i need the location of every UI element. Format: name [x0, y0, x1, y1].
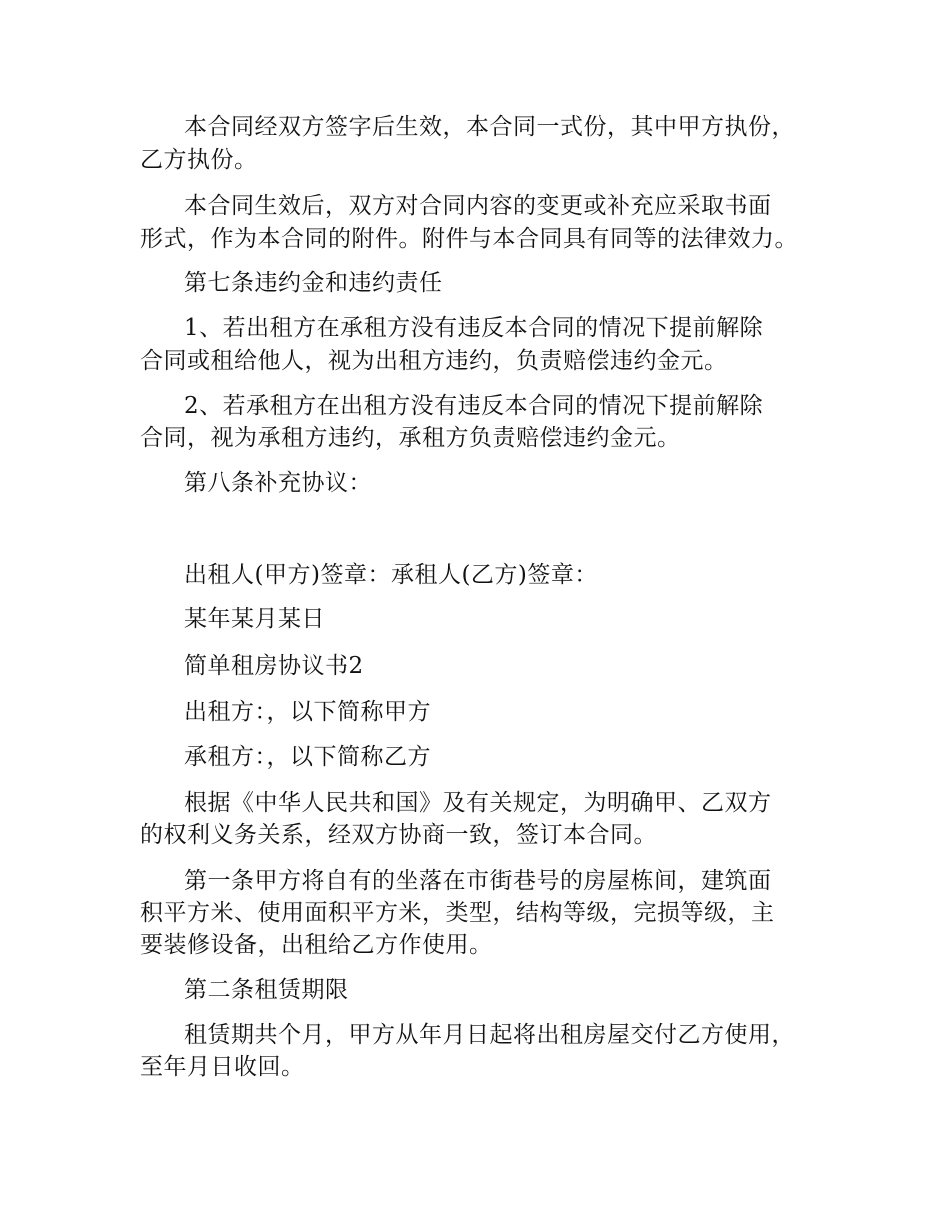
article-2-term-line-2: 至年月日收回。	[140, 1054, 305, 1080]
paragraph-effect-line-1: 本合同经双方签字后生效，本合同一式份，其中甲方执份，	[184, 114, 795, 140]
article-1-line-3: 要装修设备，出租给乙方作使用。	[140, 932, 493, 958]
clause-7-2-line-1: 2、若承租方在出租方没有违反本合同的情况下提前解除	[184, 393, 764, 419]
heading-article-7: 第七条违约金和违约责任	[184, 270, 443, 296]
heading-article-2: 第二条租赁期限	[184, 977, 349, 1003]
heading-article-8: 第八条补充协议：	[184, 470, 372, 496]
paragraph-amendment-line-2: 形式，作为本合同的附件。附件与本合同具有同等的法律效力。	[140, 226, 798, 252]
clause-7-1-line-1: 1、若出租方在承租方没有违反本合同的情况下提前解除	[184, 315, 764, 341]
clause-7-1-line-2: 合同或租给他人，视为出租方违约，负责赔偿违约金元。	[140, 348, 728, 374]
paragraph-amendment-line-1: 本合同生效后，双方对合同内容的变更或补充应采取书面	[184, 193, 772, 219]
clause-7-2-line-2: 合同，视为承租方违约，承租方负责赔偿违约金元。	[140, 425, 681, 451]
article-1-line-2: 积平方米、使用面积平方米，类型，结构等级，完损等级，主	[140, 900, 775, 926]
article-2-term-line-1: 租赁期共个月，甲方从年月日起将出租房屋交付乙方使用，	[184, 1022, 795, 1048]
signature-line: 出租人(甲方)签章：承租人(乙方)签章：	[184, 562, 598, 588]
section-title: 简单租房协议书2	[184, 653, 364, 679]
preamble-line-2: 的权利义务关系，经双方协商一致，签订本合同。	[140, 822, 657, 848]
article-1-line-1: 第一条甲方将自有的坐落在市街巷号的房屋栋间，建筑面	[184, 868, 772, 894]
lessor-line: 出租方：，以下简称甲方	[184, 699, 431, 725]
paragraph-effect-line-2: 乙方执份。	[140, 147, 258, 173]
preamble-line-1: 根据《中华人民共和国》及有关规定，为明确甲、乙双方	[184, 790, 772, 816]
date-line: 某年某月某日	[184, 606, 325, 632]
lessee-line: 承租方：，以下简称乙方	[184, 744, 431, 770]
